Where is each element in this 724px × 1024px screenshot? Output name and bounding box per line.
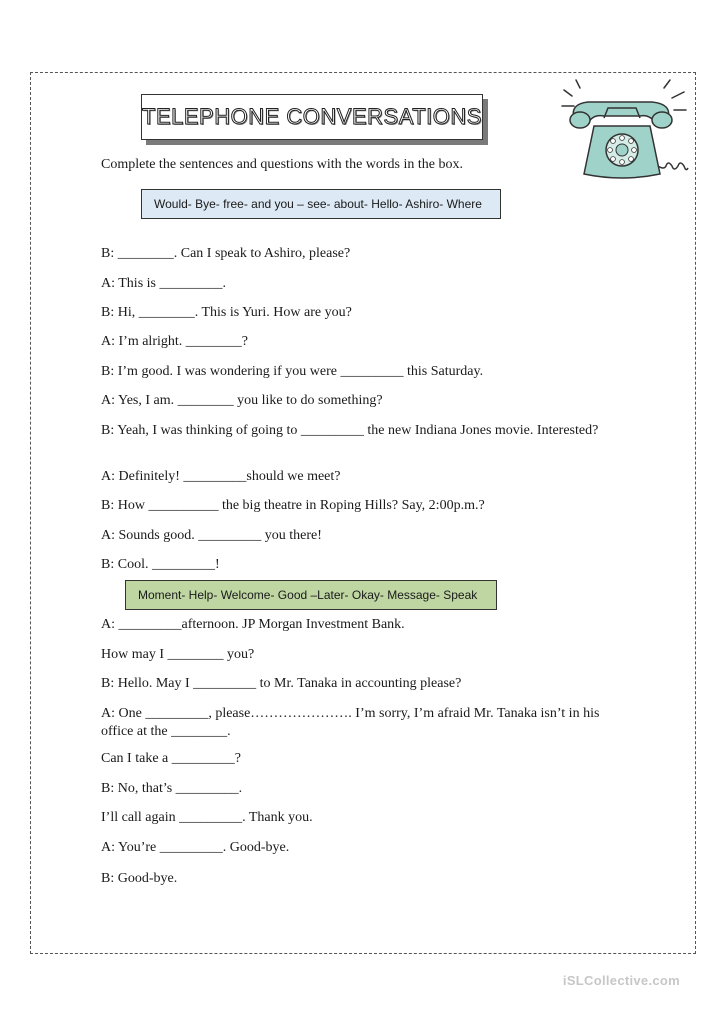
dialogue-line: How may I ________ you? xyxy=(101,647,255,662)
dialogue-line: B: No, that’s _________. xyxy=(101,781,243,796)
word-box-1: Would- Bye- free- and you – see- about- Hello- Ashiro- Where xyxy=(141,189,501,219)
dialogue-line: B: Hello. May I _________ to Mr. Tanaka in accounting please? xyxy=(101,676,462,691)
word-box-2: Moment- Help- Welcome- Good –Later- Okay- Message- Speak xyxy=(125,580,497,610)
dialogue-line: A: _________afternoon. JP Morgan Investment Bank. xyxy=(101,617,405,632)
dialogue-line: B: I’m good. I was wondering if you were _________ this Saturday. xyxy=(101,364,484,379)
dialogue-line: B: ________. Can I speak to Ashiro, please? xyxy=(101,246,351,261)
instructions: Complete the sentences and questions with the words in the box. xyxy=(101,157,463,172)
dialogue-line: Can I take a _________? xyxy=(101,751,241,766)
dialogue-line: A: Sounds good. _________ you there! xyxy=(101,528,322,543)
page-title: TELEPHONE CONVERSATIONS xyxy=(142,104,482,129)
title-box xyxy=(141,94,483,140)
dialogue-line: B: Cool. _________! xyxy=(101,557,220,572)
dialogue-line: A: Yes, I am. ________ you like to do something? xyxy=(101,393,383,408)
dialogue-line: A: Definitely! _________should we meet? xyxy=(101,469,341,484)
dialogue-line: I’ll call again _________. Thank you. xyxy=(101,810,313,825)
rotary-telephone-icon xyxy=(560,78,690,188)
dialogue-line: A: One _________, please…………………. I’m sorry, I’m afraid Mr. Tanaka isn’t in his office at the ________. xyxy=(101,706,600,739)
dialogue-line: B: Hi, ________. This is Yuri. How are you? xyxy=(101,305,352,320)
dialogue-line: B: Good-bye. xyxy=(101,871,178,886)
dialogue-line: B: How __________ the big theatre in Roping Hills? Say, 2:00p.m.? xyxy=(101,498,485,513)
dialogue-line: B: Yeah, I was thinking of going to _________ the new Indiana Jones movie. Interested? xyxy=(101,423,599,438)
site-watermark: iSLCollective.com xyxy=(562,973,680,988)
dialogue-line: A: This is _________. xyxy=(101,276,226,291)
dialogue-line: A: I’m alright. ________? xyxy=(101,334,248,349)
dialogue-line: A: You’re _________. Good-bye. xyxy=(101,840,290,855)
